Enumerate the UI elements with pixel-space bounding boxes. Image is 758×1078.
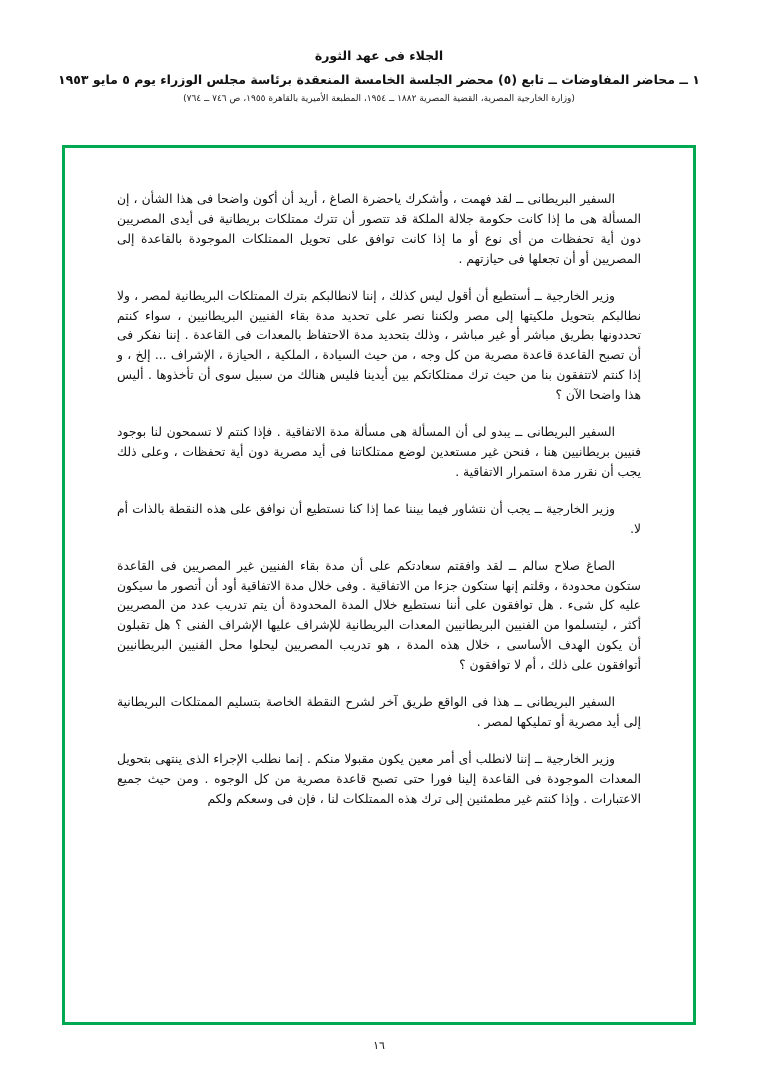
content-frame bbox=[62, 145, 696, 1025]
body-text-container bbox=[65, 148, 693, 840]
paragraph: الصاغ صلاح سالم ــ لقد وافقتم سعادتكم على أن مدة بقاء الفنيين غير المصريين فى القاعدة ستكون محدودة ، وقلتم إنها ستكون جزءا من الاتفاقية . وفى خلال مدة الاتفاقية أود أن أتصور ما سيكون عليه كل شىء . هل توافقون على أننا نستطيع خلال المدة المحدودة أن يتم تدريب عدد من المصريين أكثر ، ليتسلموا من الفنيين البريطانيين المعدات البريطانية للإشراف عليها الإشراف الفنى ؟ هل تقبلون أن يكون الهدف الأساسى ، خلال هذه المدة ، هو تدريب المصريين ليحلوا محل الفنيين البريطانيين أتوافقون على ذلك ، أم لا توافقون ؟ bbox=[117, 558, 641, 673]
paragraph: وزير الخارجية ــ أستطيع أن أقول ليس كذلك ، إننا لانطالبكم بترك الممتلكات البريطانية لمصر ، ولا نطالبكم بتحويل ملكيتها إلى مصر ولكننا نصر على تحديد مدة بقاء الفنيين البريطانيين ، سواء كنتم تحددونها بطريق مباشر أو غير مباشر ، وذلك بتحديد مدة الاحتفاظ بالمعدات فى القاعدة . إننا نفكر فى أن تصبح القاعدة قاعدة مصرية من كل وجه ، من حيث السيادة ، الملكية ، الحيازة ، الإشراف ... إلخ ، و إذا كنتم لاتتفقون بنا من حيث ترك ممتلكاتكم بين أيدينا فليس هنالك من سبيل سوى أن تأخذوها . أليس هذا واضحا الآن ؟ bbox=[117, 288, 641, 403]
document-source-citation: (وزارة الخارجية المصرية، القضية المصرية ١٨٨٢ ــ ١٩٥٤، المطبعة الأميرية بالقاهرة ١٩٥٥، ص ٧٤٦ ــ ٧٦٤) bbox=[183, 94, 575, 104]
paragraph: السفير البريطانى ــ يبدو لى أن المسألة هى مسألة مدة الاتفاقية . فإذا كنتم لا تسمحون لنا بوجود فنيين بريطانيين هنا ، فنحن غير مستعدين لوضع ممتلكاتنا فى أيد مصرية دون أية تحفظات ، وعلى ذلك يجب أن نقرر مدة استمرار الاتفاقية . bbox=[117, 425, 641, 479]
document-subtitle: ١ ــ محاضر المفاوضات ــ تابع (٥) محضر الجلسة الخامسة المنعقدة برئاسة مجلس الوزراء يوم ٥ مايو ١٩٥٣ bbox=[58, 72, 700, 87]
document-header bbox=[0, 0, 758, 104]
page-title: الجلاء فى عهد الثورة bbox=[314, 48, 444, 63]
paragraph: السفير البريطانى ــ هذا فى الواقع طريق آخر لشرح النقطة الخاصة بتسليم الممتلكات البريطانية إلى أيد مصرية أو تمليكها لمصر . bbox=[117, 695, 641, 729]
page-number: ١٦ bbox=[373, 1039, 385, 1052]
paragraph: وزير الخارجية ــ يجب أن نتشاور فيما بيننا عما إذا كنا نستطيع أن نوافق على هذه النقطة بالذات أم لا. bbox=[117, 501, 641, 536]
paragraph: السفير البريطانى ــ لقد فهمت ، وأشكرك ياحضرة الصاغ ، أريد أن أكون واضحا فى هذا الشأن ، إن المسألة هى ما إذا كانت حكومة جلالة الملكة قد تتصور أن تترك ممتلكات بريطانية فى أيدى المصريين دون أية تحفظات من أى نوع أو ما إذا كانت توافق على تحويل الممتلكات الموجودة بالقاعدة إلى المصريين أو أن تجعلها فى حيازتهم . bbox=[117, 192, 641, 266]
paragraph: وزير الخارجية ــ إننا لانطلب أى أمر معين يكون مقبولا منكم . إنما نطلب الإجراء الذى ينتهى بتحويل المعدات الموجودة فى القاعدة إلينا فورا حتى تصبح قاعدة مصرية من كل الوجوه . ومن حيث جميع الاعتبارات . وإذا كنتم غير مطمئنين إلى ترك هذه الممتلكات لنا ، فإن فى وسعكم ولكم bbox=[117, 751, 641, 806]
